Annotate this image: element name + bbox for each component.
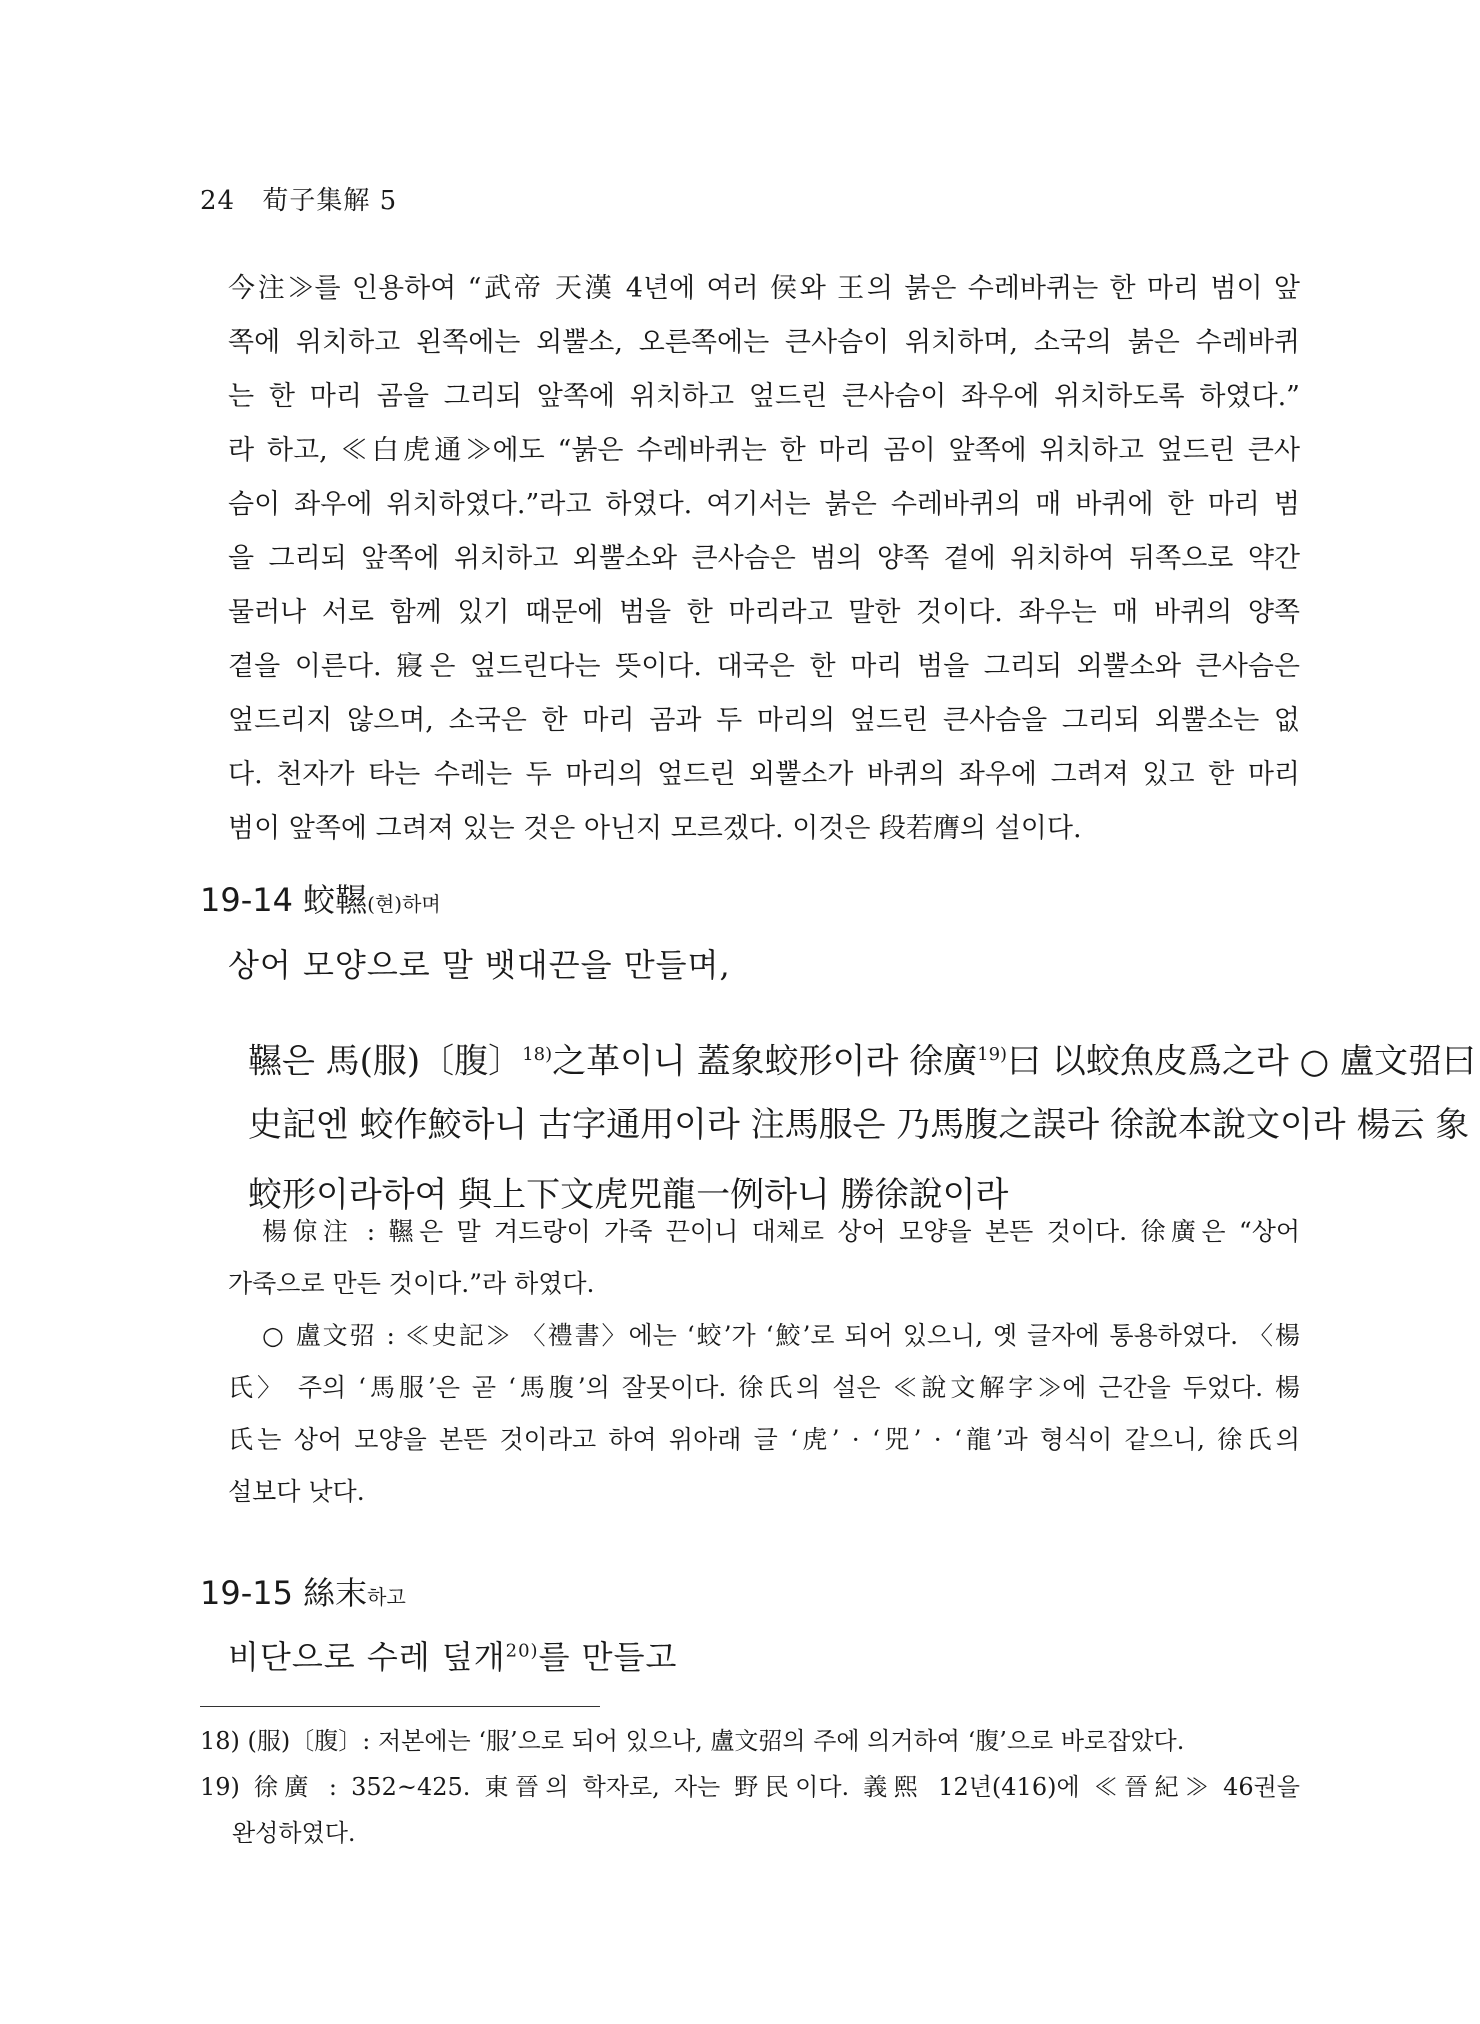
original-line: 蛟形이라하여 與上下文虎兕龍一例하니 勝徐說이라 [248, 1175, 1009, 1215]
note-line: 설보다 낫다. [228, 1477, 365, 1506]
note-line: ○ 盧文弨 : ≪史記≫ 〈禮書〉에는 ‘蛟’가 ‘鮫’로 되어 있으니, 옛 글자에 통용하였다. 〈楊 [262, 1321, 1300, 1350]
section-number: 19-15 [200, 1574, 293, 1612]
footnote-19: 19) 徐廣 : 352~425. 東晉의 학자로, 자는 野民이다. 義熙 12년(416)에 ≪晉紀≫ 46권을 [200, 1773, 1300, 1801]
section-heading-19-14 [200, 875, 441, 921]
text-line: 라 하고, ≪白虎通≫에도 “붉은 수레바퀴는 한 마리 곰이 앞쪽에 위치하고 엎드린 큰사 [228, 435, 1300, 466]
commentary-19-14 [228, 1206, 1300, 1518]
text-line: 범이 앞쪽에 그려져 있는 것은 아닌지 모르겠다. 이것은 段若膺의 설이다. [228, 813, 1082, 844]
original-line: 史記엔 蛟作鮫하니 古字通用이라 注馬服은 乃馬腹之誤라 徐說本說文이라 楊云 象 [248, 1105, 1470, 1145]
note-line: 楊倞注 : 韅은 말 겨드랑이 가죽 끈이니 대체로 상어 모양을 본뜬 것이다. 徐廣은 “상어 [262, 1217, 1300, 1246]
translation-19-15: 비단으로 수레 덮개$^{20)}$를 만들고 [228, 1638, 678, 1676]
footnote-18: 18) (服)〔腹〕: 저본에는 ‘服’으로 되어 있으나, 盧文弨의 주에 의거하여 ‘腹’으로 바로잡았다. [200, 1727, 1185, 1755]
text-line: 슴이 좌우에 위치하였다.”라고 하였다. 여기서는 붉은 수레바퀴의 매 바퀴에 한 마리 범 [228, 489, 1300, 520]
footnote-ref-19[interactable]: 19) [977, 1044, 1008, 1065]
footnotes [200, 1718, 1300, 1856]
section-title: 絲末 [303, 1574, 368, 1612]
original-text-19-14 [248, 1020, 1476, 1230]
page-number: 24 [200, 186, 236, 216]
note-line: 가죽으로 만든 것이다.”라 하였다. [228, 1269, 595, 1298]
footnote-divider [200, 1706, 600, 1707]
section-title: 蛟韅 [303, 881, 368, 919]
text-line: 今注≫를 인용하여 “武帝 天漢 4년에 여러 侯와 王의 붉은 수레바퀴는 한 마리 범이 앞 [228, 273, 1300, 304]
note-line: 氏〉 주의 ‘馬服’은 곧 ‘馬腹’의 잘못이다. 徐氏의 설은 ≪說文解字≫에 근간을 두었다. 楊 [228, 1373, 1300, 1402]
footnote-ref-20[interactable]: 20) [505, 1640, 539, 1662]
text-line: 을 그리되 앞쪽에 위치하고 외뿔소와 큰사슴은 범의 양쪽 곁에 위치하여 뒤쪽으로 약간 [228, 543, 1300, 574]
section-number: 19-14 [200, 881, 293, 919]
footnote-ref-18[interactable]: 18) [522, 1044, 553, 1065]
note-line: 氏는 상어 모양을 본뜬 것이라고 하여 위아래 글 ‘虎’ · ‘兕’ · ‘龍’과 형식이 같으니, 徐氏의 [228, 1425, 1300, 1454]
translation-19-14: 상어 모양으로 말 뱃대끈을 만들며, [228, 946, 731, 984]
text-line: 쪽에 위치하고 왼쪽에는 외뿔소, 오른쪽에는 큰사슴이 위치하며, 소국의 붉은 수레바퀴 [228, 327, 1300, 358]
commentary-continuation [228, 262, 1300, 856]
section-heading-19-15 [200, 1568, 406, 1614]
text-line: 곁을 이른다. 寢은 엎드린다는 뜻이다. 대국은 한 마리 범을 그리되 외뿔소와 큰사슴은 [228, 651, 1300, 682]
book-title: 荀子集解 5 [262, 186, 398, 216]
running-header [200, 180, 397, 217]
section-title-suffix: 하고 [367, 1585, 406, 1609]
original-line: 韅은 馬(服)〔腹〕$^{18)}$之革이니 蓋象蛟形이라 徐廣$^{19)}$曰 以蛟魚皮爲之라 ○ 盧文弨曰 [248, 1041, 1476, 1082]
text-line: 엎드리지 않으며, 소국은 한 마리 곰과 두 마리의 엎드린 큰사슴을 그리되 외뿔소는 없 [228, 705, 1300, 736]
text-line: 물러나 서로 함께 있기 때문에 범을 한 마리라고 말한 것이다. 좌우는 매 바퀴의 양쪽 [228, 597, 1300, 628]
text-line: 다. 천자가 타는 수레는 두 마리의 엎드린 외뿔소가 바퀴의 좌우에 그려져 있고 한 마리 [228, 759, 1300, 790]
section-title-suffix: (현)하며 [367, 892, 441, 916]
text-line: 는 한 마리 곰을 그리되 앞쪽에 위치하고 엎드린 큰사슴이 좌우에 위치하도록 하였다.” [228, 381, 1300, 412]
footnote-19-continuation: 완성하였다. [232, 1819, 356, 1847]
